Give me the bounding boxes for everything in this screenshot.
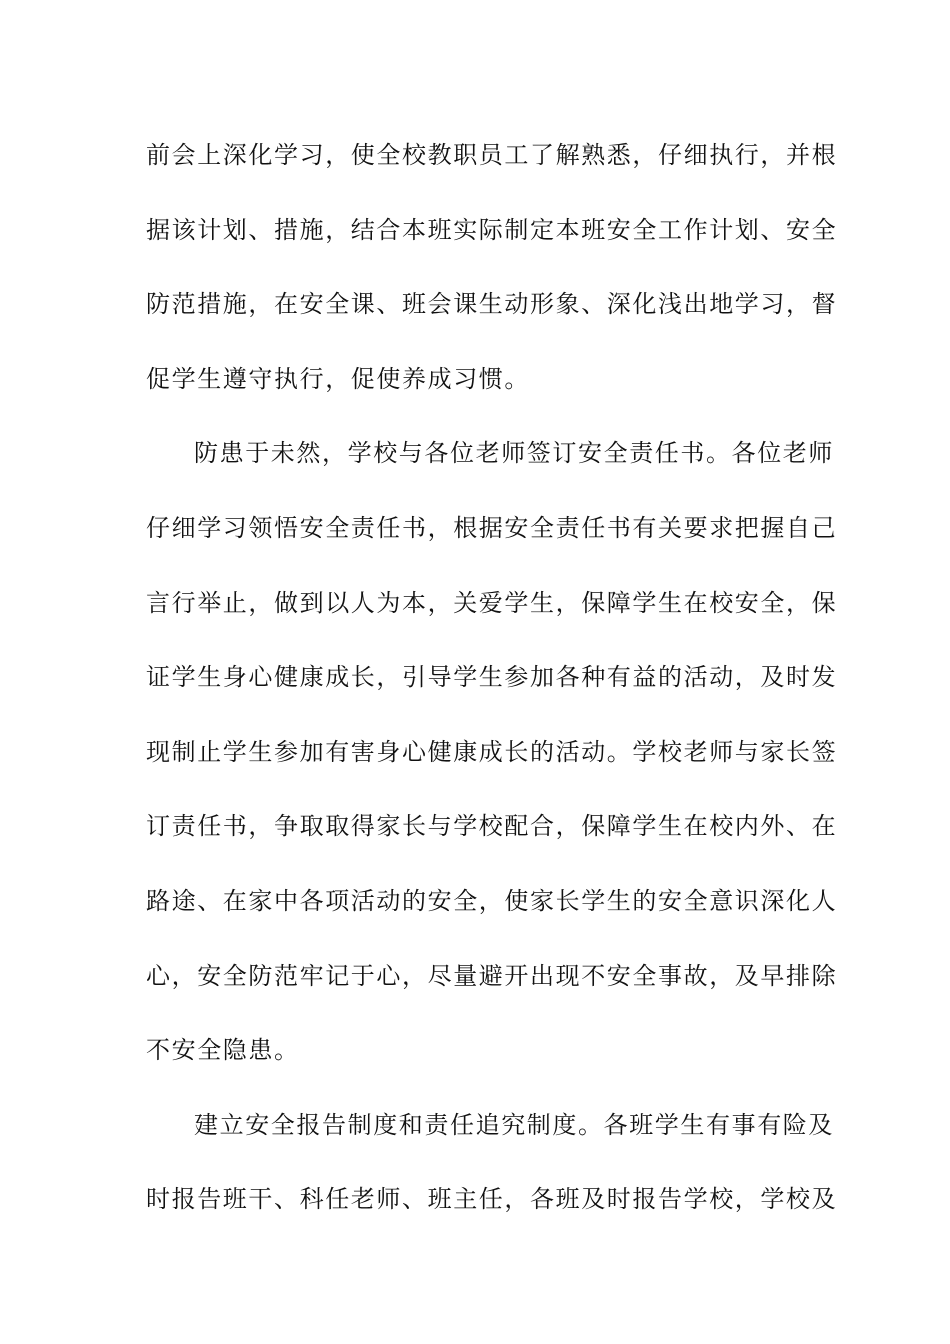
text-line: 订责任书，争取取得家长与学校配合，保障学生在校内外、在 xyxy=(146,812,838,841)
text-line: 时报告班干、科任老师、班主任，各班及时报告学校，学校及 xyxy=(146,1185,838,1214)
paragraph-start-line: 建立安全报告制度和责任追究制度。各班学生有事有险及 xyxy=(194,1110,834,1139)
text-line: 不安全隐患。 xyxy=(146,1036,300,1065)
text-line: 前会上深化学习，使全校教职员工了解熟悉，仔细执行，并根 xyxy=(146,141,838,169)
text-line: 促学生遵守执行，促使养成习惯。 xyxy=(146,364,530,393)
text-line: 路途、在家中各项活动的安全，使家长学生的安全意识深化人 xyxy=(146,886,838,915)
text-line: 仔细学习领悟安全责任书，根据安全责任书有关要求把握自己 xyxy=(146,513,838,542)
text-line: 据该计划、措施，结合本班实际制定本班安全工作计划、安全 xyxy=(146,215,838,244)
text-line: 防范措施，在安全课、班会课生动形象、深化浅出地学习，督 xyxy=(146,290,838,319)
paragraph-start-line: 防患于未然，学校与各位老师签订安全责任书。各位老师 xyxy=(194,439,834,468)
text-line: 现制止学生参加有害身心健康成长的活动。学校老师与家长签 xyxy=(146,737,838,766)
text-line: 言行举止，做到以人为本，关爱学生，保障学生在校安全，保 xyxy=(146,588,838,617)
text-line: 证学生身心健康成长，引导学生参加各种有益的活动，及时发 xyxy=(146,663,838,692)
document-body xyxy=(146,118,838,1237)
text-line: 心，安全防范牢记于心，尽量避开出现不安全事故，及早排除 xyxy=(146,961,838,990)
